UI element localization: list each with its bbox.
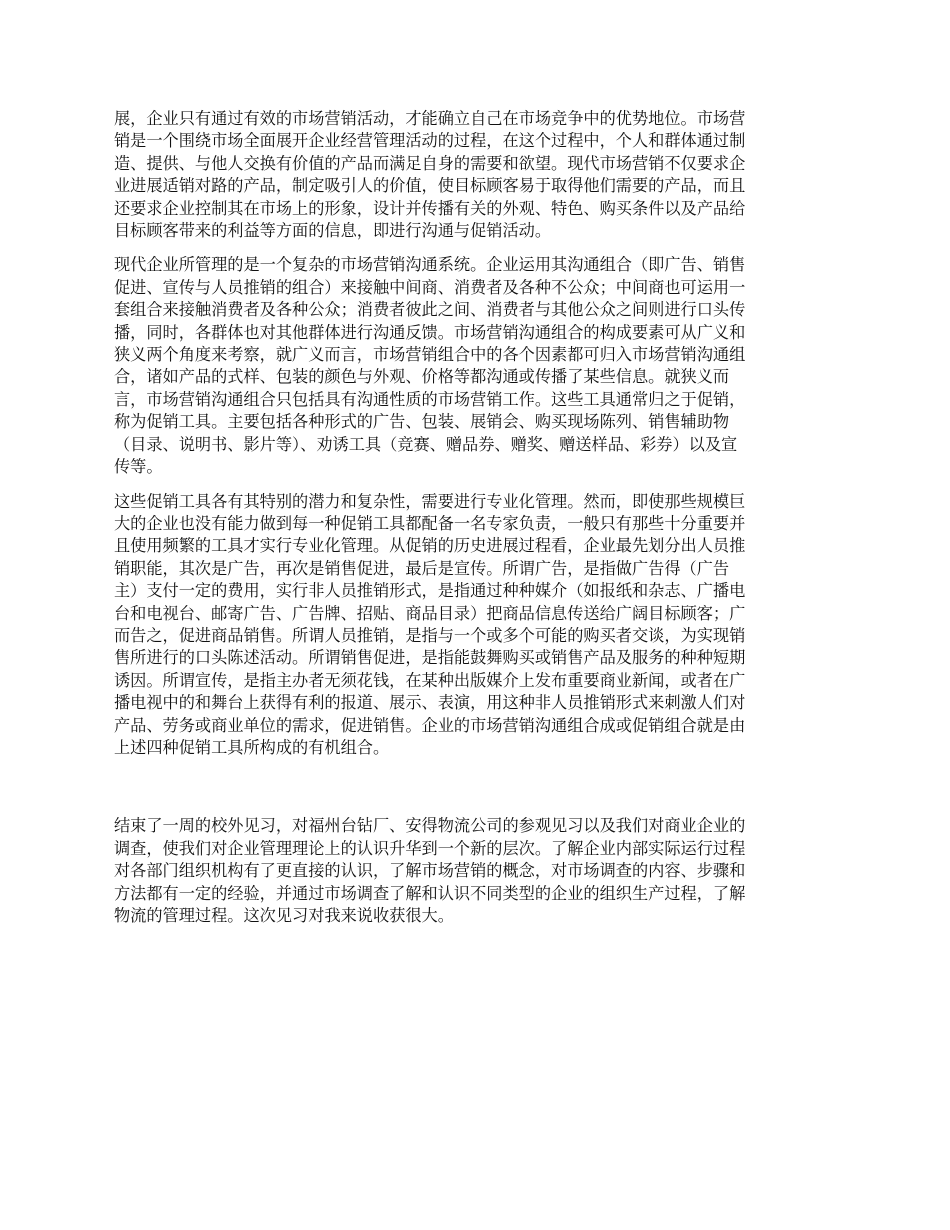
document-page bbox=[114, 108, 840, 927]
paragraph-4: 结束了一周的校外见习，对福州台钻厂、安得物流公司的参观见习以及我们对商业企业的 调查，使我们对企业管理理论上的认识升华到一个新的层次。了解企业内部实际运行过程 对各部门组织机构有了更直接的认识，了解市场营销的概念，对市场调查的内容、步骤和 方法都有一定的经验，并通过市场调查了解和认识不同类型的企业的组织生产过程，了解 物流的管理过程。这次见习对我来说收获很大。 bbox=[114, 816, 746, 925]
paragraph-gap bbox=[114, 479, 840, 491]
paragraph-gap bbox=[114, 242, 840, 254]
section-gap bbox=[114, 759, 840, 815]
paragraph-2: 现代企业所管理的是一个复杂的市场营销沟通系统。企业运用其沟通组合（即广告、销售 促进、宣传与人员推销的组合）来接触中间商、消费者及各种不公众；中间商也可运用一 套组合来接触消费者及各种公众；消费者彼此之间、消费者与其他公众之间则进行口头传 播，同时，各群体也对其他群体进行沟通反馈。市场营销沟通组合的构成要素可从广义和 狭义两个角度来考察，就广义而言，市场营销组合中的各个因素都可归入市场营销沟通组 合，诸如产品的式样、包装的颜色与外观、价格等都沟通或传播了某些信息。就狭义而 言，市场营销沟通组合只包括具有沟通性质的市场营销工作。这些工具通常归之于促销， 称为促销工具。主要包括各种形式的广告、包装、展销会、购买现场陈列、销售辅助物 （目录、说明书、影片等）、劝诱工具（竞赛、赠品券、赠奖、赠送样品、彩券）以及宣 传等。 bbox=[114, 255, 746, 477]
paragraph-1: 展，企业只有通过有效的市场营销活动，才能确立自己在市场竞争中的优势地位。市场营 销是一个围绕市场全面展开企业经营管理活动的过程，在这个过程中，个人和群体通过制 造、提供、与他人交换有价值的产品而满足自身的需要和欲望。现代市场营销不仅要求企 业进展适销对路的产品，制定吸引人的价值，使目标顾客易于取得他们需要的产品，而且 还要求企业控制其在市场上的形象，设计并传播有关的外观、特色、购买条件以及产品给 目标顾客带来的利益等方面的信息，即进行沟通与促销活动。 bbox=[114, 109, 746, 241]
paragraph-3: 这些促销工具各有其特别的潜力和复杂性，需要进行专业化管理。然而，即使那些规模巨 大的企业也没有能力做到每一种促销工具都配备一名专家负责，一般只有那些十分重要并 且使用频繁的工具才实行专业化管理。从促销的历史进展过程看，企业最先划分出人员推 销职能，其次是广告，再次是销售促进，最后是宣传。所谓广告，是指做广告得（广告 主）支付一定的费用，实行非人员推销形式，是指通过种种媒介（如报纸和杂志、广播电 台和电视台、邮寄广告、广告牌、招贴、商品目录）把商品信息传送给广阔目标顾客；广 而告之，促进商品销售。所谓人员推销，是指与一个或多个可能的购买者交谈，为实现销 售所进行的口头陈述活动。所谓销售促进，是指能鼓舞购买或销售产品及服务的种种短期 诱因。所谓宣传，是指主办者无须花钱，在某种出版媒介上发布重要商业新闻，或者在广 播电视中的和舞台上获得有利的报道、展示、表演，用这种非人员推销形式来刺激人们对 产品、劳务或商业单位的需求，促进销售。企业的市场营销沟通组合成或促销组合就是由 上述四种促销工具所构成的有机组合。 bbox=[114, 491, 746, 757]
